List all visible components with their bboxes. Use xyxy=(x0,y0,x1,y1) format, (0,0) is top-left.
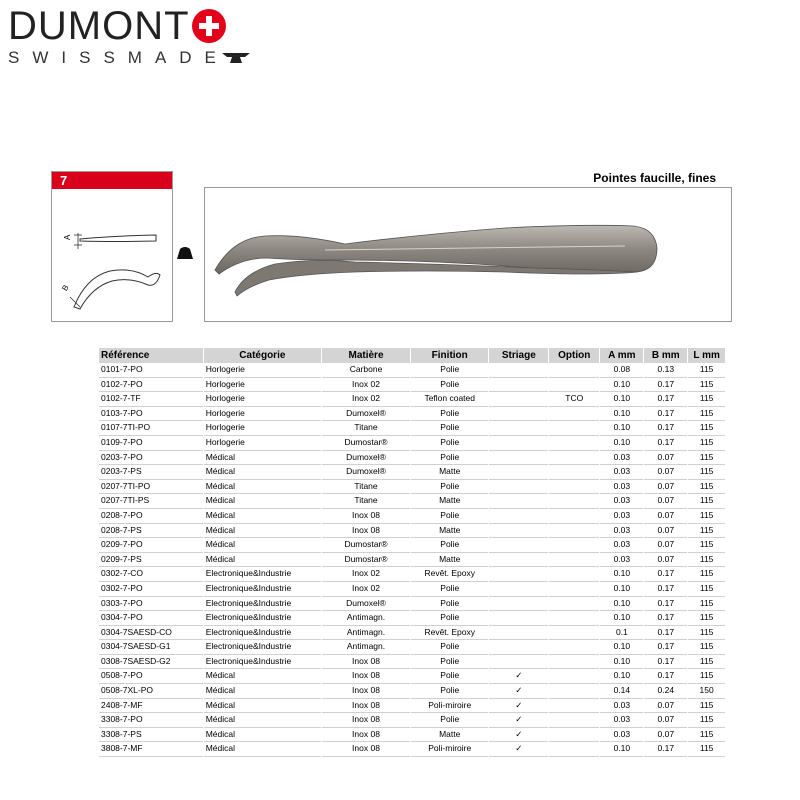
cell-b-mm: 0.17 xyxy=(644,436,687,451)
header-grooving: Striage xyxy=(489,348,548,363)
cell-finish: Polie xyxy=(411,363,489,378)
cell-finish: Polie xyxy=(411,436,489,451)
cell-reference: 0102-7-TF xyxy=(99,392,203,407)
cell-category: Horlogerie xyxy=(204,407,321,422)
cell-finish: Polie xyxy=(411,378,489,393)
cell-reference: 0103-7-PO xyxy=(99,407,203,422)
table-row xyxy=(99,684,725,699)
cell-material: Titane xyxy=(322,421,410,436)
cell-finish: Polie xyxy=(411,669,489,684)
cell-option xyxy=(549,713,599,728)
section-number: 7 xyxy=(52,172,172,189)
cell-option xyxy=(549,538,599,553)
cell-option xyxy=(549,699,599,714)
cell-material: Inox 08 xyxy=(322,713,410,728)
cell-category: Médical xyxy=(204,684,321,699)
cell-b-mm: 0.07 xyxy=(644,451,687,466)
cell-finish: Polie xyxy=(411,407,489,422)
cell-a-mm: 0.03 xyxy=(600,494,643,509)
cell-l-mm: 115 xyxy=(688,392,725,407)
cell-grooving xyxy=(489,451,548,466)
table-row xyxy=(99,378,725,393)
cell-b-mm: 0.07 xyxy=(644,509,687,524)
cell-material: Inox 02 xyxy=(322,378,410,393)
cell-material: Antimagn. xyxy=(322,626,410,641)
cell-finish: Polie xyxy=(411,684,489,699)
cell-l-mm: 115 xyxy=(688,494,725,509)
cell-grooving: ✓ xyxy=(489,713,548,728)
cell-b-mm: 0.07 xyxy=(644,699,687,714)
cell-a-mm: 0.10 xyxy=(600,742,643,757)
table-row xyxy=(99,611,725,626)
header-reference: Référence xyxy=(99,348,203,363)
cell-a-mm: 0.10 xyxy=(600,567,643,582)
cell-grooving xyxy=(489,655,548,670)
cell-l-mm: 115 xyxy=(688,699,725,714)
cell-grooving: ✓ xyxy=(489,742,548,757)
cell-a-mm: 0.10 xyxy=(600,436,643,451)
tip-diagram-panel xyxy=(51,171,173,322)
cell-l-mm: 115 xyxy=(688,509,725,524)
cell-reference: 0304-7-PO xyxy=(99,611,203,626)
cell-grooving xyxy=(489,567,548,582)
cell-a-mm: 0.03 xyxy=(600,451,643,466)
cell-material: Inox 08 xyxy=(322,684,410,699)
cell-l-mm: 115 xyxy=(688,567,725,582)
cell-material: Inox 08 xyxy=(322,509,410,524)
cell-grooving: ✓ xyxy=(489,669,548,684)
cell-l-mm: 115 xyxy=(688,436,725,451)
cell-reference: 0107-7TI-PO xyxy=(99,421,203,436)
cell-grooving xyxy=(489,465,548,480)
product-table xyxy=(98,348,726,757)
cell-option xyxy=(549,407,599,422)
cell-finish: Matte xyxy=(411,553,489,568)
cell-option xyxy=(549,684,599,699)
cell-material: Inox 08 xyxy=(322,669,410,684)
cell-reference: 0102-7-PO xyxy=(99,378,203,393)
table-row xyxy=(99,509,725,524)
cell-material: Dumostar® xyxy=(322,538,410,553)
cell-l-mm: 115 xyxy=(688,538,725,553)
cell-category: Electronique&Industrie xyxy=(204,597,321,612)
cell-l-mm: 115 xyxy=(688,363,725,378)
header-finish: Finition xyxy=(411,348,489,363)
cell-b-mm: 0.17 xyxy=(644,626,687,641)
header-material: Matière xyxy=(322,348,410,363)
table-row xyxy=(99,480,725,495)
cell-a-mm: 0.10 xyxy=(600,392,643,407)
table-row xyxy=(99,582,725,597)
brand-tagline: SWISSMADE xyxy=(8,48,229,67)
cell-reference: 0508-7XL-PO xyxy=(99,684,203,699)
cell-a-mm: 0.03 xyxy=(600,553,643,568)
cell-reference: 0203-7-PO xyxy=(99,451,203,466)
cell-category: Médical xyxy=(204,713,321,728)
cell-b-mm: 0.07 xyxy=(644,465,687,480)
cell-material: Inox 08 xyxy=(322,742,410,757)
cell-option xyxy=(549,494,599,509)
cell-grooving xyxy=(489,494,548,509)
table-row xyxy=(99,567,725,582)
cell-category: Horlogerie xyxy=(204,436,321,451)
cell-l-mm: 115 xyxy=(688,451,725,466)
table-row xyxy=(99,538,725,553)
table-row xyxy=(99,407,725,422)
cell-category: Médical xyxy=(204,465,321,480)
cell-category: Horlogerie xyxy=(204,378,321,393)
cell-category: Médical xyxy=(204,480,321,495)
header-b-mm: B mm xyxy=(644,348,687,363)
cell-option xyxy=(549,582,599,597)
cell-finish: Revêt. Epoxy xyxy=(411,626,489,641)
table-row xyxy=(99,626,725,641)
cell-a-mm: 0.10 xyxy=(600,669,643,684)
cell-material: Carbone xyxy=(322,363,410,378)
cell-option xyxy=(549,553,599,568)
cell-b-mm: 0.07 xyxy=(644,553,687,568)
cell-option xyxy=(549,655,599,670)
dimension-b-label: B xyxy=(60,283,71,293)
cell-l-mm: 115 xyxy=(688,553,725,568)
cell-l-mm: 115 xyxy=(688,728,725,743)
cell-grooving xyxy=(489,407,548,422)
table-row xyxy=(99,597,725,612)
cell-option xyxy=(549,742,599,757)
cell-a-mm: 0.03 xyxy=(600,480,643,495)
cell-material: Inox 08 xyxy=(322,728,410,743)
cell-b-mm: 0.17 xyxy=(644,378,687,393)
table-row xyxy=(99,392,725,407)
cell-finish: Poli-miroire xyxy=(411,699,489,714)
table-row xyxy=(99,699,725,714)
cell-b-mm: 0.17 xyxy=(644,582,687,597)
cell-b-mm: 0.07 xyxy=(644,538,687,553)
cell-reference: 0308-7SAESD-G2 xyxy=(99,655,203,670)
cell-l-mm: 115 xyxy=(688,378,725,393)
cell-b-mm: 0.13 xyxy=(644,363,687,378)
cell-a-mm: 0.10 xyxy=(600,378,643,393)
cell-material: Inox 02 xyxy=(322,392,410,407)
cell-b-mm: 0.17 xyxy=(644,421,687,436)
cell-b-mm: 0.17 xyxy=(644,669,687,684)
table-row xyxy=(99,669,725,684)
product-photo xyxy=(204,187,732,322)
cell-material: Inox 02 xyxy=(322,567,410,582)
cell-finish: Polie xyxy=(411,480,489,495)
cell-material: Dumoxel® xyxy=(322,465,410,480)
cell-a-mm: 0.08 xyxy=(600,363,643,378)
table-row xyxy=(99,655,725,670)
brand-name: DUMONT xyxy=(8,4,190,48)
cell-reference: 0208-7-PO xyxy=(99,509,203,524)
cell-material: Titane xyxy=(322,480,410,495)
table-row xyxy=(99,465,725,480)
cell-material: Dumostar® xyxy=(322,436,410,451)
cell-a-mm: 0.10 xyxy=(600,407,643,422)
cell-finish: Polie xyxy=(411,713,489,728)
header-l-mm: L mm xyxy=(688,348,725,363)
table-row xyxy=(99,363,725,378)
cell-category: Electronique&Industrie xyxy=(204,582,321,597)
header-category: Catégorie xyxy=(204,348,321,363)
cell-option xyxy=(549,509,599,524)
cell-category: Médical xyxy=(204,451,321,466)
table-row xyxy=(99,553,725,568)
cell-option xyxy=(549,626,599,641)
cell-finish: Poli-miroire xyxy=(411,742,489,757)
cell-a-mm: 0.10 xyxy=(600,421,643,436)
cell-l-mm: 115 xyxy=(688,465,725,480)
cell-category: Electronique&Industrie xyxy=(204,655,321,670)
cell-b-mm: 0.17 xyxy=(644,407,687,422)
cell-category: Médical xyxy=(204,509,321,524)
cell-l-mm: 115 xyxy=(688,626,725,641)
cell-a-mm: 0.1 xyxy=(600,626,643,641)
cell-material: Inox 08 xyxy=(322,655,410,670)
header-a-mm: A mm xyxy=(600,348,643,363)
cell-reference: 0303-7-PO xyxy=(99,597,203,612)
cell-reference: 0101-7-PO xyxy=(99,363,203,378)
cell-b-mm: 0.17 xyxy=(644,640,687,655)
cell-b-mm: 0.07 xyxy=(644,480,687,495)
cell-b-mm: 0.07 xyxy=(644,728,687,743)
table-row xyxy=(99,640,725,655)
cell-grooving xyxy=(489,363,548,378)
cell-l-mm: 115 xyxy=(688,407,725,422)
cell-grooving xyxy=(489,378,548,393)
cell-l-mm: 150 xyxy=(688,684,725,699)
cell-l-mm: 115 xyxy=(688,669,725,684)
cell-finish: Matte xyxy=(411,465,489,480)
cell-option xyxy=(549,480,599,495)
cell-grooving: ✓ xyxy=(489,699,548,714)
cell-grooving xyxy=(489,582,548,597)
cell-finish: Revêt. Epoxy xyxy=(411,567,489,582)
cell-reference: 3308-7-PO xyxy=(99,713,203,728)
cell-b-mm: 0.07 xyxy=(644,524,687,539)
cell-option xyxy=(549,669,599,684)
cell-category: Electronique&Industrie xyxy=(204,567,321,582)
cell-option xyxy=(549,640,599,655)
cell-reference: 0109-7-PO xyxy=(99,436,203,451)
cell-category: Médical xyxy=(204,742,321,757)
cell-grooving xyxy=(489,436,548,451)
section-title: Pointes faucille, fines xyxy=(593,171,716,185)
cell-finish: Polie xyxy=(411,597,489,612)
cell-finish: Matte xyxy=(411,494,489,509)
cell-category: Electronique&Industrie xyxy=(204,611,321,626)
tweezers-image xyxy=(205,188,731,321)
cell-grooving xyxy=(489,421,548,436)
table-row xyxy=(99,524,725,539)
cell-reference: 0203-7-PS xyxy=(99,465,203,480)
cell-finish: Polie xyxy=(411,451,489,466)
cell-l-mm: 115 xyxy=(688,713,725,728)
cell-b-mm: 0.17 xyxy=(644,742,687,757)
cell-l-mm: 115 xyxy=(688,480,725,495)
cell-a-mm: 0.03 xyxy=(600,509,643,524)
cell-grooving xyxy=(489,538,548,553)
dimension-a-label: A xyxy=(63,234,72,240)
cell-b-mm: 0.07 xyxy=(644,713,687,728)
cell-a-mm: 0.03 xyxy=(600,524,643,539)
cell-b-mm: 0.17 xyxy=(644,597,687,612)
cell-l-mm: 115 xyxy=(688,524,725,539)
cell-option xyxy=(549,436,599,451)
cell-b-mm: 0.17 xyxy=(644,655,687,670)
table-row xyxy=(99,451,725,466)
cell-option xyxy=(549,597,599,612)
cell-option xyxy=(549,465,599,480)
cell-a-mm: 0.03 xyxy=(600,728,643,743)
table-row xyxy=(99,494,725,509)
swiss-cross-icon xyxy=(192,9,226,43)
cell-category: Médical xyxy=(204,553,321,568)
cell-option xyxy=(549,611,599,626)
cell-l-mm: 115 xyxy=(688,655,725,670)
anvil-icon xyxy=(221,51,251,65)
cell-grooving xyxy=(489,524,548,539)
cell-reference: 0209-7-PO xyxy=(99,538,203,553)
cell-a-mm: 0.03 xyxy=(600,538,643,553)
cell-b-mm: 0.17 xyxy=(644,611,687,626)
table-row xyxy=(99,742,725,757)
cell-material: Dumoxel® xyxy=(322,451,410,466)
cell-a-mm: 0.14 xyxy=(600,684,643,699)
cell-category: Médical xyxy=(204,538,321,553)
cell-grooving xyxy=(489,480,548,495)
cell-option xyxy=(549,363,599,378)
cell-reference: 0209-7-PS xyxy=(99,553,203,568)
cell-finish: Polie xyxy=(411,421,489,436)
cell-category: Electronique&Industrie xyxy=(204,640,321,655)
cell-a-mm: 0.10 xyxy=(600,582,643,597)
cell-category: Médical xyxy=(204,524,321,539)
cell-material: Dumoxel® xyxy=(322,597,410,612)
cell-category: Médical xyxy=(204,699,321,714)
cell-reference: 0508-7-PO xyxy=(99,669,203,684)
cell-b-mm: 0.07 xyxy=(644,494,687,509)
cell-finish: Polie xyxy=(411,655,489,670)
cell-a-mm: 0.10 xyxy=(600,611,643,626)
cell-grooving: ✓ xyxy=(489,728,548,743)
cell-finish: Polie xyxy=(411,582,489,597)
cell-material: Inox 08 xyxy=(322,699,410,714)
cell-reference: 3808-7-MF xyxy=(99,742,203,757)
table-header-row xyxy=(99,348,725,363)
table-row xyxy=(99,421,725,436)
cell-material: Antimagn. xyxy=(322,640,410,655)
cell-b-mm: 0.24 xyxy=(644,684,687,699)
cell-category: Horlogerie xyxy=(204,421,321,436)
tip-section-icon xyxy=(176,246,194,260)
cell-finish: Polie xyxy=(411,611,489,626)
table-row xyxy=(99,713,725,728)
cell-category: Horlogerie xyxy=(204,363,321,378)
cell-grooving xyxy=(489,611,548,626)
header-option: Option xyxy=(549,348,599,363)
cell-option: TCO xyxy=(549,392,599,407)
cell-reference: 0207-7TI-PO xyxy=(99,480,203,495)
cell-grooving xyxy=(489,392,548,407)
cell-material: Dumostar® xyxy=(322,553,410,568)
cell-reference: 0304-7SAESD-G1 xyxy=(99,640,203,655)
cell-l-mm: 115 xyxy=(688,640,725,655)
cell-grooving xyxy=(489,553,548,568)
cell-material: Antimagn. xyxy=(322,611,410,626)
cell-finish: Polie xyxy=(411,509,489,524)
cell-a-mm: 0.03 xyxy=(600,465,643,480)
cell-l-mm: 115 xyxy=(688,742,725,757)
cell-option xyxy=(549,451,599,466)
cell-a-mm: 0.10 xyxy=(600,597,643,612)
cell-l-mm: 115 xyxy=(688,582,725,597)
cell-reference: 0207-7TI-PS xyxy=(99,494,203,509)
cell-finish: Matte xyxy=(411,524,489,539)
cell-option xyxy=(549,524,599,539)
cell-b-mm: 0.17 xyxy=(644,567,687,582)
cell-grooving xyxy=(489,509,548,524)
cell-option xyxy=(549,421,599,436)
brand-logo xyxy=(8,6,251,68)
cell-grooving xyxy=(489,626,548,641)
cell-reference: 3308-7-PS xyxy=(99,728,203,743)
cell-grooving xyxy=(489,640,548,655)
cell-finish: Teflon coated xyxy=(411,392,489,407)
tip-profile-diagram xyxy=(52,189,172,319)
cell-l-mm: 115 xyxy=(688,611,725,626)
cell-a-mm: 0.03 xyxy=(600,699,643,714)
cell-grooving: ✓ xyxy=(489,684,548,699)
cell-material: Inox 08 xyxy=(322,524,410,539)
cell-material: Dumoxel® xyxy=(322,407,410,422)
cell-b-mm: 0.17 xyxy=(644,392,687,407)
cell-reference: 0208-7-PS xyxy=(99,524,203,539)
cell-reference: 2408-7-MF xyxy=(99,699,203,714)
cell-category: Horlogerie xyxy=(204,392,321,407)
cell-category: Médical xyxy=(204,494,321,509)
cell-reference: 0302-7-PO xyxy=(99,582,203,597)
cell-category: Médical xyxy=(204,669,321,684)
cell-finish: Polie xyxy=(411,640,489,655)
cell-grooving xyxy=(489,597,548,612)
cell-l-mm: 115 xyxy=(688,597,725,612)
cell-a-mm: 0.03 xyxy=(600,713,643,728)
cell-category: Médical xyxy=(204,728,321,743)
cell-category: Electronique&Industrie xyxy=(204,626,321,641)
cell-finish: Matte xyxy=(411,728,489,743)
cell-reference: 0304-7SAESD-CO xyxy=(99,626,203,641)
cell-material: Titane xyxy=(322,494,410,509)
cell-finish: Polie xyxy=(411,538,489,553)
cell-option xyxy=(549,378,599,393)
cell-option xyxy=(549,728,599,743)
cell-material: Inox 02 xyxy=(322,582,410,597)
cell-a-mm: 0.10 xyxy=(600,640,643,655)
cell-a-mm: 0.10 xyxy=(600,655,643,670)
cell-l-mm: 115 xyxy=(688,421,725,436)
cell-reference: 0302-7-CO xyxy=(99,567,203,582)
cell-option xyxy=(549,567,599,582)
table-row xyxy=(99,728,725,743)
table-row xyxy=(99,436,725,451)
